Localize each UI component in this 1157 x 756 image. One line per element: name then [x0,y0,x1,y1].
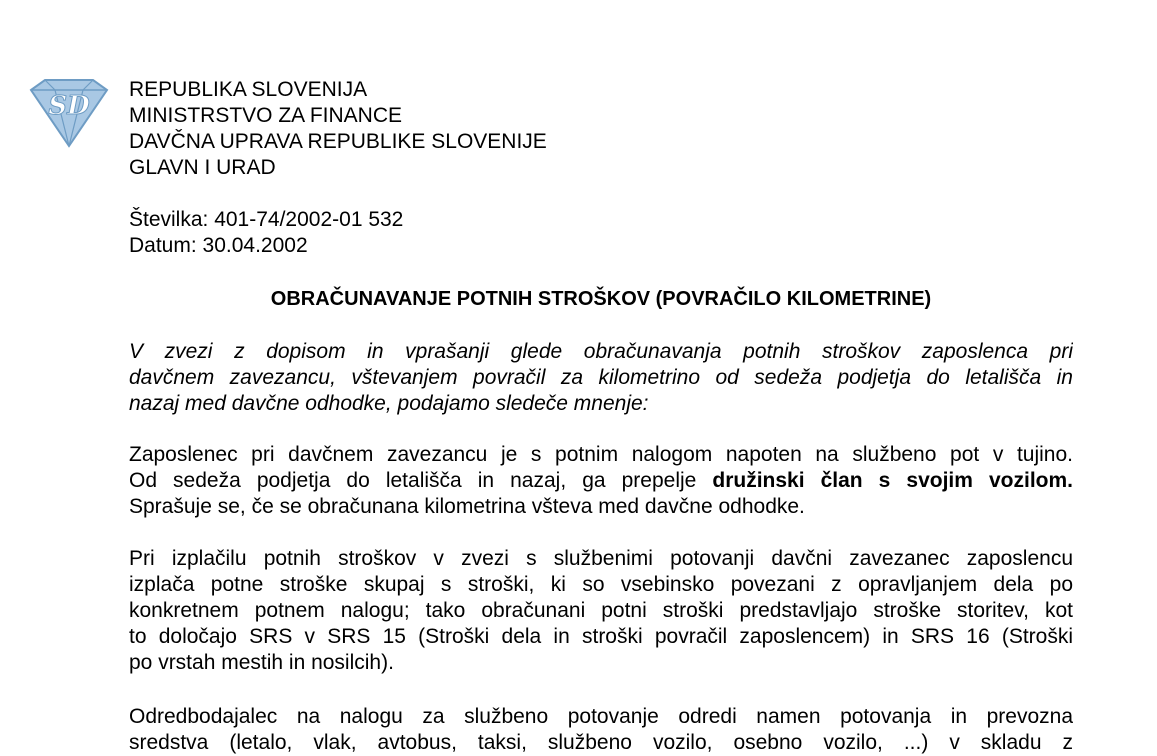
case-line-text: Od sedeža podjetja do letališča in nazaj, ga prepelje [129,469,697,492]
document-title: OBRAČUNAVANJE POTNIH STROŠKOV (POVRAČILO KILOMETRINE) [270,288,932,310]
case-line: Sprašuje se, če se obračunana kilometrina všteva med davčne odhodke. [129,495,805,518]
payment-paragraph [129,546,1073,676]
intro-line: V zvezi z dopisom in vprašanji glede obračunavanja potnih stroškov zaposlenca pri [129,340,1073,363]
payment-line: po vrstah mestih in nosilcih). [129,651,394,674]
institution-header [129,77,547,181]
logo-letters: SD [48,91,90,121]
order-line: sredstva (letalo, vlak, avtobus, taksi, službeno vozilo, osebno vozilo, ...) v skladu z [129,731,1073,754]
intro-line: nazaj med davčne odhodke, podajamo sledeče mnenje: [129,392,649,415]
intro-paragraph [129,339,1073,417]
payment-line: konkretnem potnem nalogu; tako obračunani potni stroški predstavljajo stroške storitev, kot [129,599,1073,622]
sd-emblem-icon [27,76,111,148]
order-line: Odredbodajalec na nalogu za službeno potovanje odredi namen potovanja in prevozna [129,705,1073,728]
case-line-bold: družinski član s svojim vozilom. [712,469,1073,492]
case-line-mixed [129,468,1073,494]
intro-line: davčnem zavezancu, vštevanjem povračil za kilometrino od sedeža podjetja do letališča in [129,366,1073,389]
header-line-ministry: MINISTRSTVO ZA FINANCE [129,104,403,127]
header-line-tax-authority: DAVČNA UPRAVA REPUBLIKE SLOVENIJE [129,130,547,153]
case-paragraph [129,442,1073,520]
payment-line: to določajo SRS v SRS 15 (Stroški dela in stroški povračil zaposlencem) in SRS 16 (Stroški [129,625,1073,648]
document-number: Številka: 401-74/2002-01 532 [129,208,404,231]
header-line-republic: REPUBLIKA SLOVENIJA [129,78,368,101]
header-line-office: GLAVN I URAD [129,156,276,179]
document-date: Datum: 30.04.2002 [129,234,308,257]
order-paragraph [129,704,1073,756]
document-meta [129,207,403,259]
payment-line: izplača potne stroške skupaj s stroški, ki so vsebinsko povezani z opravljanjem dela po [129,573,1073,596]
payment-line: Pri izplačilu potnih stroškov v zvezi s službenimi potovanji davčni zavezanec zaposlencu [129,547,1073,570]
case-line: Zaposlenec pri davčnem zavezancu je s potnim nalogom napoten na službeno pot v tujino. [129,443,1073,466]
